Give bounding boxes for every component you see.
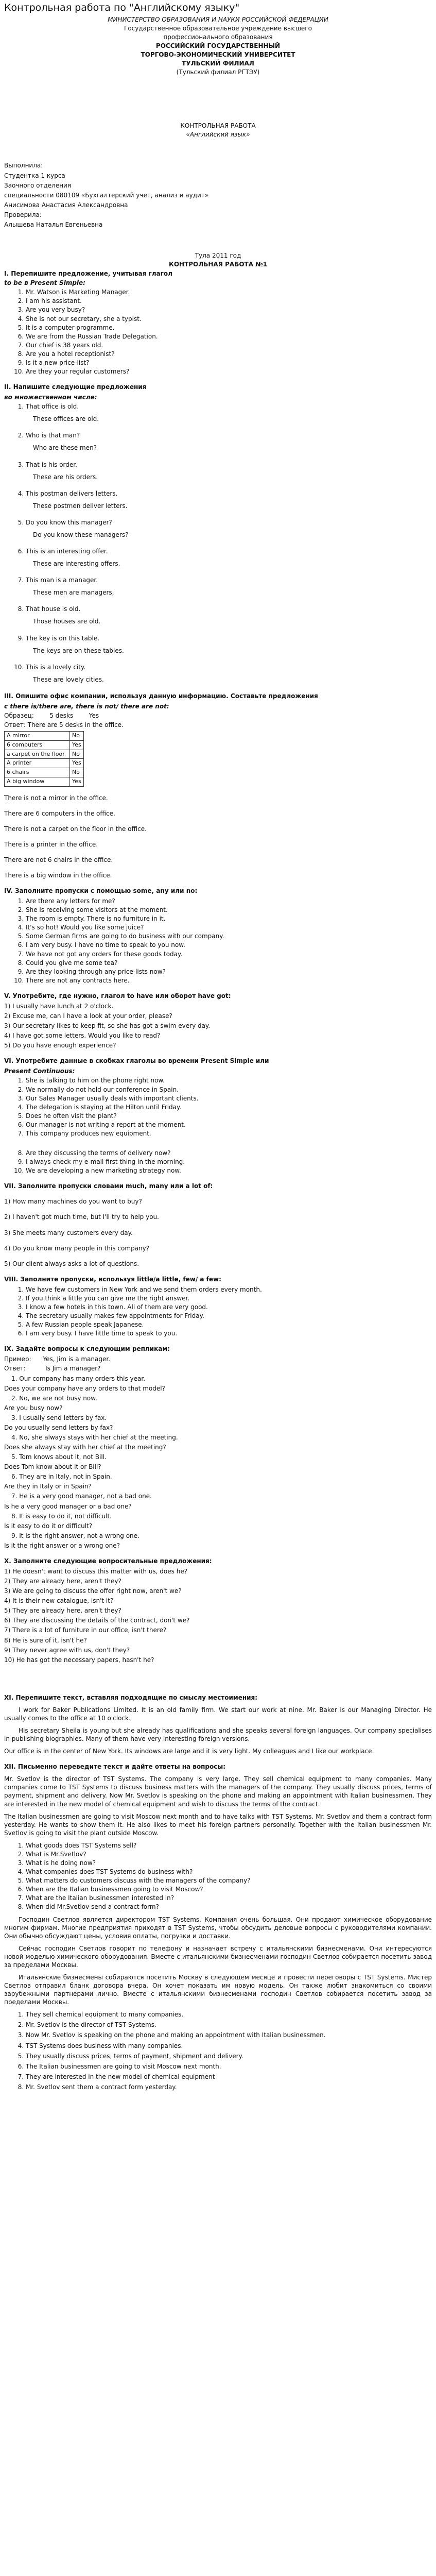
sample-line: Ответ: There are 5 desks in the office. <box>4 721 124 729</box>
list-item: 8. Are they discussing the terms of delivery now? <box>26 1149 432 1157</box>
meta-line: Студентка 1 курса <box>4 172 65 179</box>
table-row <box>5 750 84 759</box>
answer-list <box>4 1076 432 1138</box>
example-text: Yes, Jim is a manager. <box>43 1355 111 1363</box>
section-title: IV. Заполните пропуски с помощью some, any или no: <box>4 887 198 894</box>
table-cell: Yes <box>70 740 84 750</box>
list-item: 7. We have not got any orders for these goods today. <box>26 950 432 958</box>
list-item: 1. What goods does TST Systems sell? <box>26 1841 432 1850</box>
translation-paragraph: Сейчас господин Светлов говорит по телефону и назначает встречу с итальянскими бизнесменами. Они интересуются новой моделью химического оборудования. Вместе с итальянскими бизнесменами господин Светлов собирается посетить завод за пределами Москвы. <box>4 1944 432 1969</box>
section-title: VII. Заполните пропуски словами much, many или a lot of: <box>4 1182 213 1190</box>
document-title: Контрольная работа по "Английскому языку" <box>4 2 240 13</box>
section-title-cont: с there is/there are, there is not/ there are not: <box>4 702 169 710</box>
table-row <box>5 732 84 741</box>
table-cell: No <box>70 750 84 759</box>
answer-text: Those houses are old. <box>33 618 101 625</box>
list-item <box>26 461 432 481</box>
question-text: The key is on this table. <box>26 634 100 642</box>
question-answer: Are you busy now? <box>4 1404 63 1412</box>
list-item: 1. She is talking to him on the phone right now. <box>26 1076 432 1084</box>
example-answer <box>4 1364 432 1372</box>
answer-line: 4) I have got some letters. Would you like to read? <box>4 1032 161 1040</box>
answer-text: These are his orders. <box>33 473 98 481</box>
table-cell: No <box>70 732 84 741</box>
list-item: 5. Some German firms are going to do business with our company. <box>26 932 432 940</box>
answer-line: There is not a mirror in the office. <box>4 794 108 802</box>
answer-line: 8) He is sure of it, isn't he? <box>4 1636 87 1644</box>
section-title-cont: во множественном числе: <box>4 394 97 401</box>
section-6 <box>4 1057 432 1175</box>
answer-line: 9) They never agree with us, don't they? <box>4 1646 130 1654</box>
statement: 6. They are in Italy, not in Spain. <box>11 1473 112 1481</box>
example-question <box>4 1355 432 1363</box>
list-item: 5. It is a computer programme. <box>26 324 432 332</box>
answer-line: 5) Do you have enough experience? <box>4 1042 116 1049</box>
question-answer: Are they in Italy or in Spain? <box>4 1483 92 1490</box>
table-row <box>5 768 84 777</box>
answer-line: 1) How many machines do you want to buy? <box>4 1198 142 1206</box>
answer-list <box>4 897 432 985</box>
list-item: 4. TST Systems does business with many companies. <box>26 2042 432 2050</box>
list-item: 3. The room is empty. There is no furniture in it. <box>26 914 432 923</box>
list-item: 4. The delegation is staying at the Hilton until Friday. <box>26 1103 432 1111</box>
answer-line: 4) It is their new catalogue, isn't it? <box>4 1597 114 1605</box>
sample-row <box>4 711 432 720</box>
section-10 <box>4 1557 432 1664</box>
list-item: 9. I always check my e-mail first thing in the morning. <box>26 1158 432 1166</box>
answer-line: 1) I usually have lunch at 2 o'clock. <box>4 1002 114 1010</box>
answer-line: 4) Do you know many people in this company? <box>4 1244 150 1252</box>
list-item: 6. I am very busy. I have little time to speak to you. <box>26 1329 432 1337</box>
answer-line: 10) He has got the necessary papers, hasn't he? <box>4 1656 154 1664</box>
section-title-cont: to be в Present Simple: <box>4 279 85 287</box>
section-1 <box>4 269 432 376</box>
list-item: 2. If you think a little you can give me the right answer. <box>26 1294 432 1302</box>
answer-line: There is a big window in the office. <box>4 871 112 879</box>
list-item: 4. What companies does TST Systems do business with? <box>26 1868 432 1876</box>
section-title: VI. Употребите данные в скобках глаголы во времени Present Simple или <box>4 1057 269 1065</box>
statement: 5. Tom knows about it, not Bill. <box>11 1453 107 1461</box>
list-item: 8. When did Mr.Svetlov send a contract form? <box>26 1903 432 1911</box>
section-9 <box>4 1345 432 1550</box>
answer-line: 2) They are already here, aren't they? <box>4 1578 121 1585</box>
list-item: 1. Are there any letters for me? <box>26 897 432 905</box>
list-item: 7. They are interested in the new model of chemical equipment <box>26 2073 432 2081</box>
list-item: 10. Are they your regular customers? <box>26 367 432 376</box>
table-cell: 6 computers <box>5 740 70 750</box>
list-item: 1. Mr. Watson is Marketing Manager. <box>26 288 432 296</box>
question-answer: Is it the right answer or a wrong one? <box>4 1541 120 1549</box>
section-title: X. Заполните следующие вопросительные предложения: <box>4 1557 212 1565</box>
section-2 <box>4 383 432 684</box>
answer-line: There is not a carpet on the floor in the office. <box>4 825 147 833</box>
list-item: 4. The secretary usually makes few appointments for Friday. <box>26 1312 432 1320</box>
answer-line: 2) I haven't got much time, but I'll try to help you. <box>4 1213 159 1221</box>
list-item <box>26 547 432 568</box>
example-label: Пример: <box>4 1355 31 1363</box>
list-item <box>26 663 432 684</box>
answer-text: These offices are old. <box>33 415 99 423</box>
qa-block <box>4 1375 432 1550</box>
section-title: V. Употребите, где нужно, глагол to have или оборот have got: <box>4 992 231 999</box>
list-item: 6. Our manager is not writing a report at the moment. <box>26 1121 432 1129</box>
answer-text: These postmen deliver letters. <box>33 502 128 510</box>
section-title: VIII. Заполните пропуски, используя little/a little, few/ a few: <box>4 1275 221 1283</box>
meta-line: Проверила: <box>4 211 42 218</box>
answer-text: These men are managers, <box>33 589 114 597</box>
list-item: 3. Now Mr. Svetlov is speaking on the phone and making an appointment with Italian businessmen. <box>26 2031 432 2039</box>
header-line: профессионального образования <box>163 33 273 41</box>
header-line: (Тульский филиал РГТЭУ) <box>176 69 260 76</box>
sample-label: Образец: <box>4 711 34 719</box>
statement: 2. No, we are not busy now. <box>11 1394 97 1402</box>
question-text: This postman delivers letters. <box>26 489 118 497</box>
answer-lines <box>4 1567 432 1664</box>
table-cell: A mirror <box>5 732 70 741</box>
question-list <box>4 1841 432 1911</box>
list-item: 8. Are you a hotel receptionist? <box>26 350 432 358</box>
answer-line: There are not 6 chairs in the office. <box>4 856 113 863</box>
meta-line: Заочного отделения <box>4 181 72 189</box>
list-item: 5. A few Russian people speak Japanese. <box>26 1320 432 1329</box>
section-12 <box>4 1762 432 2091</box>
list-item <box>26 431 432 452</box>
list-item: 1. They sell chemical equipment to many companies. <box>26 2010 432 2019</box>
list-item: 8. Mr. Svetlov sent them a contract form yesterday. <box>26 2083 432 2091</box>
section-3 <box>4 692 432 879</box>
list-item: 3. Are you very busy? <box>26 306 432 314</box>
list-item: 3. I know a few hotels in this town. All of them are very good. <box>26 1303 432 1311</box>
list-item: 9. Is it a new price-list? <box>26 359 432 367</box>
paragraph: Our office is in the center of New York. Its windows are large and it is very light. My colleagues and I like our workplace. <box>4 1748 374 1755</box>
section-8 <box>4 1275 432 1338</box>
list-item: 2. We normally do not hold our conference in Spain. <box>26 1086 432 1094</box>
author-block <box>4 161 432 229</box>
section-title: IX. Задайте вопросы к следующим репликам: <box>4 1345 170 1353</box>
question-text: That office is old. <box>26 403 79 411</box>
sample-value: 5 desks <box>49 711 74 719</box>
list-item: 7. This company produces new equipment. <box>26 1129 432 1138</box>
table-row <box>5 759 84 768</box>
list-item: 9. Are they looking through any price-lists now? <box>26 968 432 976</box>
question-answer: Is he a very good manager or a bad one? <box>4 1502 132 1510</box>
question-answer: Does your company have any orders to that model? <box>4 1384 165 1392</box>
list-item: 2. I am his assistant. <box>26 297 432 305</box>
paragraph: Mr. Svetlov is the director of TST Systems. The company is very large. They sell chemical equipment to many companies. Many companies come to TST Systems to discuss business matters with the managers of the company. They usually discuss prices, terms of payment, shipment and delivery. Now Mr. Svetlov is speaking on the phone and making an appointment with Italian businessmen. They are interested in the new model of chemical equipment and wish to discuss the terms of the contract. <box>4 1775 432 1808</box>
title-page-header <box>4 15 432 77</box>
list-item: 6. We are from the Russian Trade Delegation. <box>26 332 432 341</box>
question-text: This is a lovely city. <box>26 663 86 671</box>
table-cell: No <box>70 768 84 777</box>
question-text: That is his order. <box>26 461 77 468</box>
list-item <box>26 402 432 423</box>
question-text: That house is old. <box>26 605 81 613</box>
question-text: Do you know this manager? <box>26 518 112 526</box>
list-item: 2. What is Mr.Svetlov? <box>26 1850 432 1858</box>
answer-lines <box>4 1197 432 1267</box>
answer-line: 5) They are already here, aren't they? <box>4 1607 121 1615</box>
answer-text: Who are these men? <box>33 444 97 452</box>
paragraph: His secretary Sheila is young but she already has qualifications and she speaks several foreign languages. Our company specialises in publishing biographies. Many of them have very interesting foreign versions. <box>4 1727 432 1743</box>
section-title: I. Перепишите предложение, учитывая глагол <box>4 270 172 278</box>
answer-list <box>4 402 432 684</box>
section-title: III. Опишите офис компании, используя данную информацию. Составьте предложения <box>4 692 318 700</box>
table-cell: A big window <box>5 777 70 786</box>
section-4 <box>4 887 432 985</box>
sample-answer: Yes <box>89 711 99 719</box>
answer-list <box>4 2010 432 2091</box>
list-item: 3. Our Sales Manager usually deals with important clients. <box>26 1094 432 1103</box>
list-item: 10. We are developing a new marketing strategy now. <box>26 1166 432 1175</box>
header-line: МИНИСТЕРСТВО ОБРАЗОВАНИЯ И НАУКИ РОССИЙСКОЙ ФЕДЕРАЦИИ <box>108 15 328 23</box>
list-item <box>26 489 432 510</box>
list-item: 1. We have few customers in New York and we send them orders every month. <box>26 1285 432 1294</box>
list-item: 6. The Italian businessmen are going to visit Moscow next month. <box>26 2062 432 2071</box>
paragraph: The Italian businessmen are going to visit Moscow next month and to have talks with TST Systems. Mr. Svetlov and them a contract form yesterday. He wants to show them it. He also likes to meet his foreign partners personally. Together with the Italian businessmen Mr. Svetlov is going to visit the plant outside Moscow. <box>4 1812 432 1837</box>
section-5 <box>4 992 432 1049</box>
office-items-table <box>4 731 84 786</box>
answer-text: Do you know these managers? <box>33 531 129 538</box>
answer-line: 6) They are discussing the details of the contract, don't we? <box>4 1617 190 1624</box>
work-subtitle: «Английский язык» <box>186 131 250 139</box>
section-7 <box>4 1182 432 1267</box>
meta-line: Анисимова Анастасия Александровна <box>4 201 128 209</box>
list-item <box>26 518 432 539</box>
answer-line: 1) He doesn't want to discuss this matter with us, does he? <box>4 1568 188 1575</box>
list-item: 10. There are not any contracts here. <box>26 976 432 985</box>
example-text: Is Jim a manager? <box>45 1365 101 1372</box>
table-cell: Yes <box>70 777 84 786</box>
list-item: 5. They usually discuss prices, terms of payment, shipment and delivery. <box>26 2052 432 2060</box>
answer-list-continued <box>4 1149 432 1175</box>
section-title: II. Напишите следующие предложения <box>4 383 147 391</box>
list-item: 2. She is receiving some visitors at the moment. <box>26 906 432 914</box>
answer-line: There are 6 computers in the office. <box>4 809 115 817</box>
header-line: Государственное образовательное учреждение высшего <box>124 24 312 32</box>
translation-paragraph: Господин Светлов является директором TST Systems. Компания очень большая. Они продают химическое оборудование многим фирмам. Многие предприятия приходят в TST Systems, чтобы обсудить деловые вопросы с руководителями компании. Они обычно обсуждают цены, условия оплаты, погрузки и доставки. <box>4 1916 432 1940</box>
header-line: ТУЛЬСКИЙ ФИЛИАЛ <box>182 60 254 67</box>
section-11 <box>4 1693 432 1755</box>
table-cell: Yes <box>70 759 84 768</box>
answer-text: These are lovely cities. <box>33 675 104 683</box>
header-line: РОССИЙСКИЙ ГОСУДАРСТВЕННЫЙ <box>155 42 281 49</box>
variant-title: КОНТРОЛЬНАЯ РАБОТА №1 <box>169 261 267 268</box>
answer-line: 2) Excuse me, can I have a look at your order, please? <box>4 1012 172 1020</box>
list-item: 5. What matters do customers discuss with the managers of the company? <box>26 1876 432 1885</box>
work-title: КОНТРОЛЬНАЯ РАБОТА <box>180 122 256 130</box>
question-text: This man is a manager. <box>26 577 98 584</box>
list-item: 5. Does he often visit the plant? <box>26 1112 432 1120</box>
answer-line: 3) She meets many customers every day. <box>4 1229 133 1236</box>
list-item: 6. When are the Italian businessmen going to visit Moscow? <box>26 1885 432 1893</box>
question-answer: Does she always stay with her chief at the meeting? <box>4 1444 166 1451</box>
statement: 9. It is the right answer, not a wrong one. <box>11 1532 139 1539</box>
question-text: Who is that man? <box>26 432 80 439</box>
answer-line: 3) Our secretary likes to keep fit, so she has got a swim every day. <box>4 1022 211 1030</box>
answer-list <box>4 288 432 376</box>
paragraph: I work for Baker Publications Limited. It is an old family firm. We start our work at nine. Mr. Baker is our Managing Director. He usually comes to the office at 10 o'clock. <box>4 1706 432 1722</box>
table-cell: A printer <box>5 759 70 768</box>
answer-line: There is a printer in the office. <box>4 840 98 848</box>
list-item: 3. What is he doing now? <box>26 1859 432 1867</box>
list-item: 7. What are the Italian businessmen interested in? <box>26 1894 432 1902</box>
question-text: This is an interesting offer. <box>26 548 108 555</box>
table-cell: 6 chairs <box>5 768 70 777</box>
list-item <box>26 605 432 625</box>
list-item <box>26 634 432 655</box>
list-item: 8. Could you give me some tea? <box>26 959 432 967</box>
list-item: 4. It's so hot! Would you like some juice? <box>26 923 432 931</box>
answer-line: 7) There is a lot of furniture in our office, isn't there? <box>4 1626 167 1634</box>
answer-line: 5) Our client always asks a lot of questions. <box>4 1260 139 1267</box>
section-title-cont: Present Continuous: <box>4 1067 75 1075</box>
statement: 3. I usually send letters by fax. <box>11 1414 107 1421</box>
header-line: ТОРГОВО-ЭКОНОМИЧЕСКИЙ УНИВЕРСИТЕТ <box>141 51 295 59</box>
answer-lines <box>4 1002 432 1049</box>
meta-line: специальности 080109 «Бухгалтерский учет, анализ и аудит» <box>4 191 209 199</box>
statement: 4. No, she always stays with her chief at the meeting. <box>11 1433 178 1441</box>
answer-text: The keys are on these tables. <box>33 647 124 654</box>
table-row <box>5 740 84 750</box>
list-item <box>26 576 432 597</box>
list-item: 7. Our chief is 38 years old. <box>26 341 432 349</box>
translation-paragraph: Итальянские бизнесмены собираются посетить Москву в следующем месяце и провести переговоры с TST Systems. Мистер Светлов отправил бланк договора вчера. Он хочет показать им новую модель. Он также любит знакомиться со своими зарубежными партнерами лично. Вместе с итальянскими бизнесменами господин Светлов собирается посетить завод за пределами Москвы. <box>4 1973 432 2006</box>
section-title: XI. Перепишите текст, вставляя подходящие по смыслу местоимения: <box>4 1693 258 1701</box>
answer-list <box>4 1285 432 1337</box>
answer-text: These are interesting offers. <box>33 560 120 568</box>
table-cell: a carpet on the floor <box>5 750 70 759</box>
list-item: 4. She is not our secretary, she a typist. <box>26 315 432 323</box>
meta-line: Выполнила: <box>4 162 43 170</box>
meta-line: Алышева Наталья Евгеньевна <box>4 221 103 228</box>
question-answer: Does Tom know about it or Bill? <box>4 1463 101 1471</box>
list-item: 6. I am very busy. I have no time to speak to you now. <box>26 941 432 949</box>
question-answer: Is it easy to do it or difficult? <box>4 1522 93 1530</box>
list-item: 2. Mr. Svetlov is the director of TST Systems. <box>26 2021 432 2029</box>
table-row <box>5 777 84 786</box>
example-label: Ответ: <box>4 1365 26 1372</box>
answer-lines <box>4 794 432 879</box>
answer-line: 3) We are going to discuss the offer right now, aren't we? <box>4 1587 182 1595</box>
statement: 7. He is a very good manager, not a bad one. <box>11 1493 152 1500</box>
question-answer: Do you usually send letters by fax? <box>4 1423 113 1431</box>
city-year: Тула 2011 год <box>195 252 241 259</box>
section-title: XII. Письменно переведите текст и дайте ответы на вопросы: <box>4 1763 226 1771</box>
statement: 1. Our company has many orders this year. <box>11 1375 146 1382</box>
statement: 8. It is easy to do it, not difficult. <box>11 1512 112 1520</box>
